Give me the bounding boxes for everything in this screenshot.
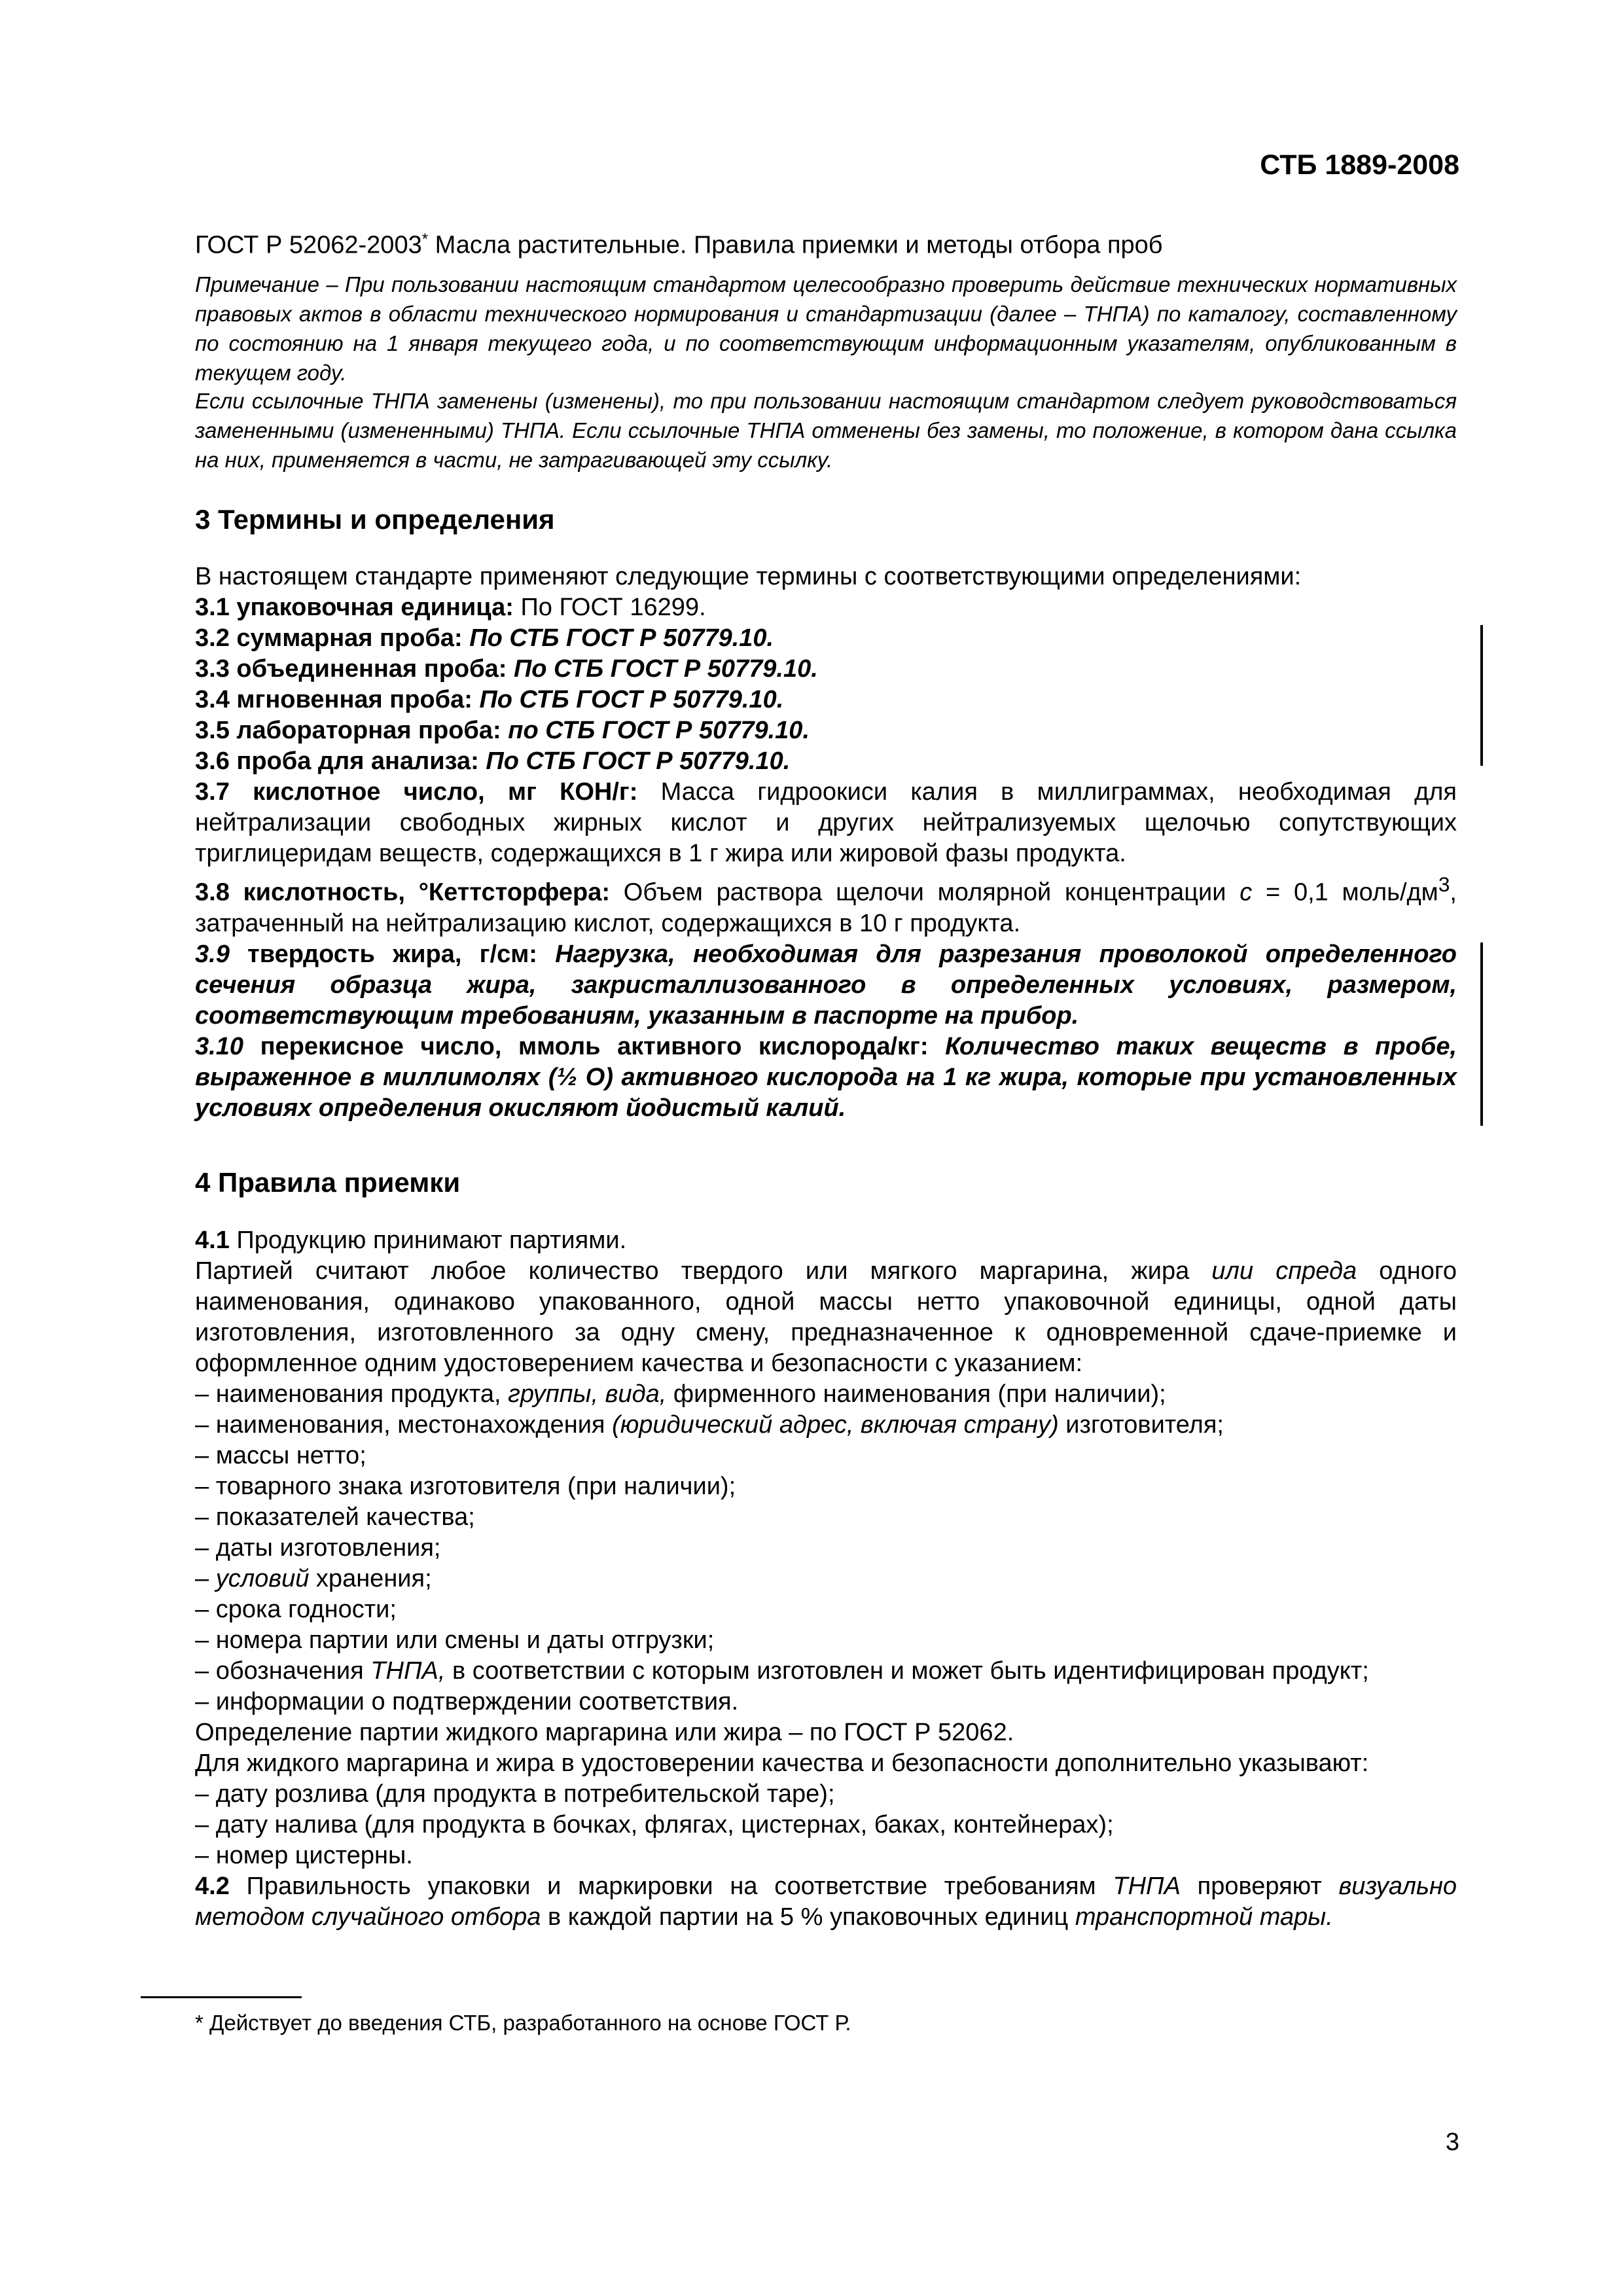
term-definition: Количество таких веществ в пробе, выраженное в миллимолях (½ О) активного кислорода на 1 кг жира, которые при установленных условиях определения окисляют йодистый калий. xyxy=(195,1032,1457,1122)
list-text-italic: условий xyxy=(215,1565,310,1592)
term-number: 3.7 xyxy=(195,778,230,806)
term-name: лабораторная проба: xyxy=(236,717,501,744)
list-text: – наименования, местонахождения xyxy=(195,1411,613,1439)
term-definition: По СТБ ГОСТ Р 50779.10. xyxy=(507,655,818,683)
page-number: 3 xyxy=(1445,2128,1459,2156)
term-definition: Объем раствора щелочи молярной концентрации xyxy=(610,878,1240,906)
list-item xyxy=(195,1379,1457,1410)
list-item: – срока годности; xyxy=(195,1596,397,1623)
term-name: проба для анализа: xyxy=(236,747,479,775)
term-number: 3.8 xyxy=(195,878,230,906)
list-text: в соответствии с которым изготовлен и может быть идентифицирован продукт; xyxy=(445,1657,1369,1685)
term-definition: По ГОСТ 16299. xyxy=(513,594,706,621)
list-text-italic: (юридический адрес, включая страну) xyxy=(612,1411,1059,1439)
list-text: хранения; xyxy=(309,1565,432,1592)
list-text: изготовителя; xyxy=(1058,1411,1224,1439)
term-item xyxy=(195,1031,1457,1124)
term-item xyxy=(195,746,1457,777)
list-text: фирменного наименования (при наличии); xyxy=(666,1380,1166,1408)
clause-text: в каждой партии на 5 % упаковочных единиц xyxy=(541,1903,1075,1931)
terms-intro: В настоящем стандарте применяют следующие термины с соответствующими определениями: xyxy=(195,563,1302,590)
term-item xyxy=(195,685,1457,715)
term-number: 3.10 xyxy=(195,1032,243,1060)
liquid-batch-rule: Определение партии жидкого маргарина или жира – по ГОСТ Р 52062. xyxy=(195,1719,1014,1746)
list-item: – дату налива (для продукта в бочках, флягах, цистернах, баках, контейнерах); xyxy=(195,1811,1114,1839)
term-item xyxy=(195,939,1457,1031)
additional-requirements: Для жидкого маргарина и жира в удостоверении качества и безопасности дополнительно указывают: xyxy=(195,1749,1369,1777)
clause-text: Продукцию принимают партиями. xyxy=(229,1227,627,1254)
term-name: кислотное число, мг КОН/г: xyxy=(253,778,638,806)
list-item: – массы нетто; xyxy=(195,1442,366,1469)
term-item xyxy=(195,654,1457,685)
revision-bar xyxy=(1480,942,1483,1126)
list-item: – даты изготовления; xyxy=(195,1534,441,1562)
term-definition: по СТБ ГОСТ Р 50779.10. xyxy=(501,717,810,744)
term-name: упаковочная единица: xyxy=(236,594,514,621)
list-item: – номера партии или смены и даты отгрузки; xyxy=(195,1626,715,1654)
superscript: 3 xyxy=(1438,872,1450,896)
batch-text: Партией считают любое количество твердого или мягкого маргарина, жира xyxy=(195,1257,1212,1285)
clause-text-italic: транспортной тары. xyxy=(1075,1903,1333,1931)
term-number: 3.4 xyxy=(195,686,230,713)
formula-variable: с xyxy=(1240,878,1253,906)
term-number: 3.6 xyxy=(195,747,230,775)
term-item xyxy=(195,777,1457,869)
acceptance-rules xyxy=(195,1225,1457,1933)
clause xyxy=(195,1225,1457,1256)
term-definition: По СТБ ГОСТ Р 50779.10. xyxy=(472,686,784,713)
term-definition: Масса гидроокиси калия в миллиграммах, необходимая для нейтрализации свободных жирных кислот и других нейтрализуемых щелочью сопутствующих триглицеридам веществ, содержащихся в 1 г жира или жировой фазы продукта. xyxy=(195,778,1457,867)
clause-text: проверяют xyxy=(1180,1873,1339,1900)
list-item: – дату розлива (для продукта в потребительской таре); xyxy=(195,1780,835,1808)
list-item xyxy=(195,1656,1457,1687)
term-name: твердость жира, г/см: xyxy=(229,940,537,968)
footnote: * Действует до введения СТБ, разработанного на основе ГОСТ Р. xyxy=(195,2011,851,2035)
list-item xyxy=(195,1564,1457,1594)
term-name: суммарная проба: xyxy=(236,624,463,652)
term-name: мгновенная проба: xyxy=(236,686,473,713)
section-heading: 4 Правила приемки xyxy=(195,1167,461,1198)
list-item: – показателей качества; xyxy=(195,1503,475,1531)
batch-text-italic: или спреда xyxy=(1211,1257,1357,1285)
term-definition: По СТБ ГОСТ Р 50779.10. xyxy=(462,624,774,652)
clause-text: Правильность упаковки и маркировки на соответствие требованиям xyxy=(229,1873,1113,1900)
term-item xyxy=(195,592,1457,623)
term-definition: = 0,1 моль/дм xyxy=(1252,878,1438,906)
term-definition: , затраченный на нейтрализацию кислот, содержащихся в 10 г продукта. xyxy=(195,878,1457,937)
term-name: кислотность, °Кеттсторфера: xyxy=(243,878,610,906)
list-item: – информации о подтверждении соответствия. xyxy=(195,1688,739,1715)
list-item: – номер цистерны. xyxy=(195,1842,413,1869)
clause xyxy=(195,1871,1457,1933)
footnote-divider xyxy=(141,1996,302,1998)
list-text-italic: ТНПА, xyxy=(370,1657,446,1685)
standard-code: СТБ 1889-2008 xyxy=(1260,149,1459,181)
term-name: объединенная проба: xyxy=(236,655,507,683)
revision-bar xyxy=(1480,625,1483,766)
list-text-italic: группы, вида, xyxy=(508,1380,667,1408)
note-paragraph: Примечание – При пользовании настоящим стандартом целесообразно проверить действие технических нормативных правовых актов в области технического нормирования и стандартизации (далее – ТНПА) по каталогу, составленному по состоянию на 1 января текущего года, и по соответствующим информационным указателям, опубликованным в текущем году. xyxy=(195,272,1457,385)
batch-text: одного наименования, одинаково упакованного, одной массы нетто упаковочной единицы, одной даты изготовления, изготовленного за одну смену, предназначенное к одновременной сдаче-приемке и оформленное одним удостоверением качества и безопасности с указанием: xyxy=(195,1257,1457,1377)
term-item xyxy=(195,623,1457,654)
term-number: 3.2 xyxy=(195,624,230,652)
list-item xyxy=(195,1410,1457,1441)
term-name: перекисное число, ммоль активного кислорода/кг: xyxy=(243,1032,929,1060)
list-text: – обозначения xyxy=(195,1657,371,1685)
clause-number: 4.2 xyxy=(195,1873,230,1900)
batch-definition xyxy=(195,1256,1457,1379)
section-heading: 3 Термины и определения xyxy=(195,504,555,535)
term-item xyxy=(195,869,1457,939)
term-number: 3.5 xyxy=(195,717,230,744)
reference-code: ГОСТ Р 52062-2003 xyxy=(195,231,422,259)
term-definition: По СТБ ГОСТ Р 50779.10. xyxy=(478,747,791,775)
clause-text-italic: ТНПА xyxy=(1113,1873,1181,1900)
clause-number: 4.1 xyxy=(195,1227,230,1254)
term-number: 3.3 xyxy=(195,655,230,683)
footnote-marker: * xyxy=(421,230,429,248)
note-paragraph: Если ссылочные ТНПА заменены (изменены), то при пользовании настоящим стандартом следует руководствоваться замененными (измененными) ТНПА. Если ссылочные ТНПА отменены без замены, то положение, в котором дана ссылка на них, применяется в части, не затрагивающей эту ссылку. xyxy=(195,389,1457,472)
list-text: – наименования продукта, xyxy=(195,1380,508,1408)
list-item: – товарного знака изготовителя (при наличии); xyxy=(195,1473,736,1500)
term-item xyxy=(195,715,1457,746)
clause-text-italic: визуально методом случайного отбора xyxy=(195,1873,1457,1931)
normative-reference xyxy=(195,230,1163,260)
term-definition: Нагрузка, необходимая для разрезания проволокой определенного сечения образца жира, закристаллизованного в определенных условиях, размером, соответствующим требованиям, указанным в паспорте на прибор. xyxy=(195,940,1457,1030)
list-text: – xyxy=(195,1565,216,1592)
term-number: 3.9 xyxy=(195,940,230,968)
reference-title: Масла растительные. Правила приемки и методы отбора проб xyxy=(428,231,1163,259)
terms-list xyxy=(195,562,1457,1124)
term-number: 3.1 xyxy=(195,594,230,621)
